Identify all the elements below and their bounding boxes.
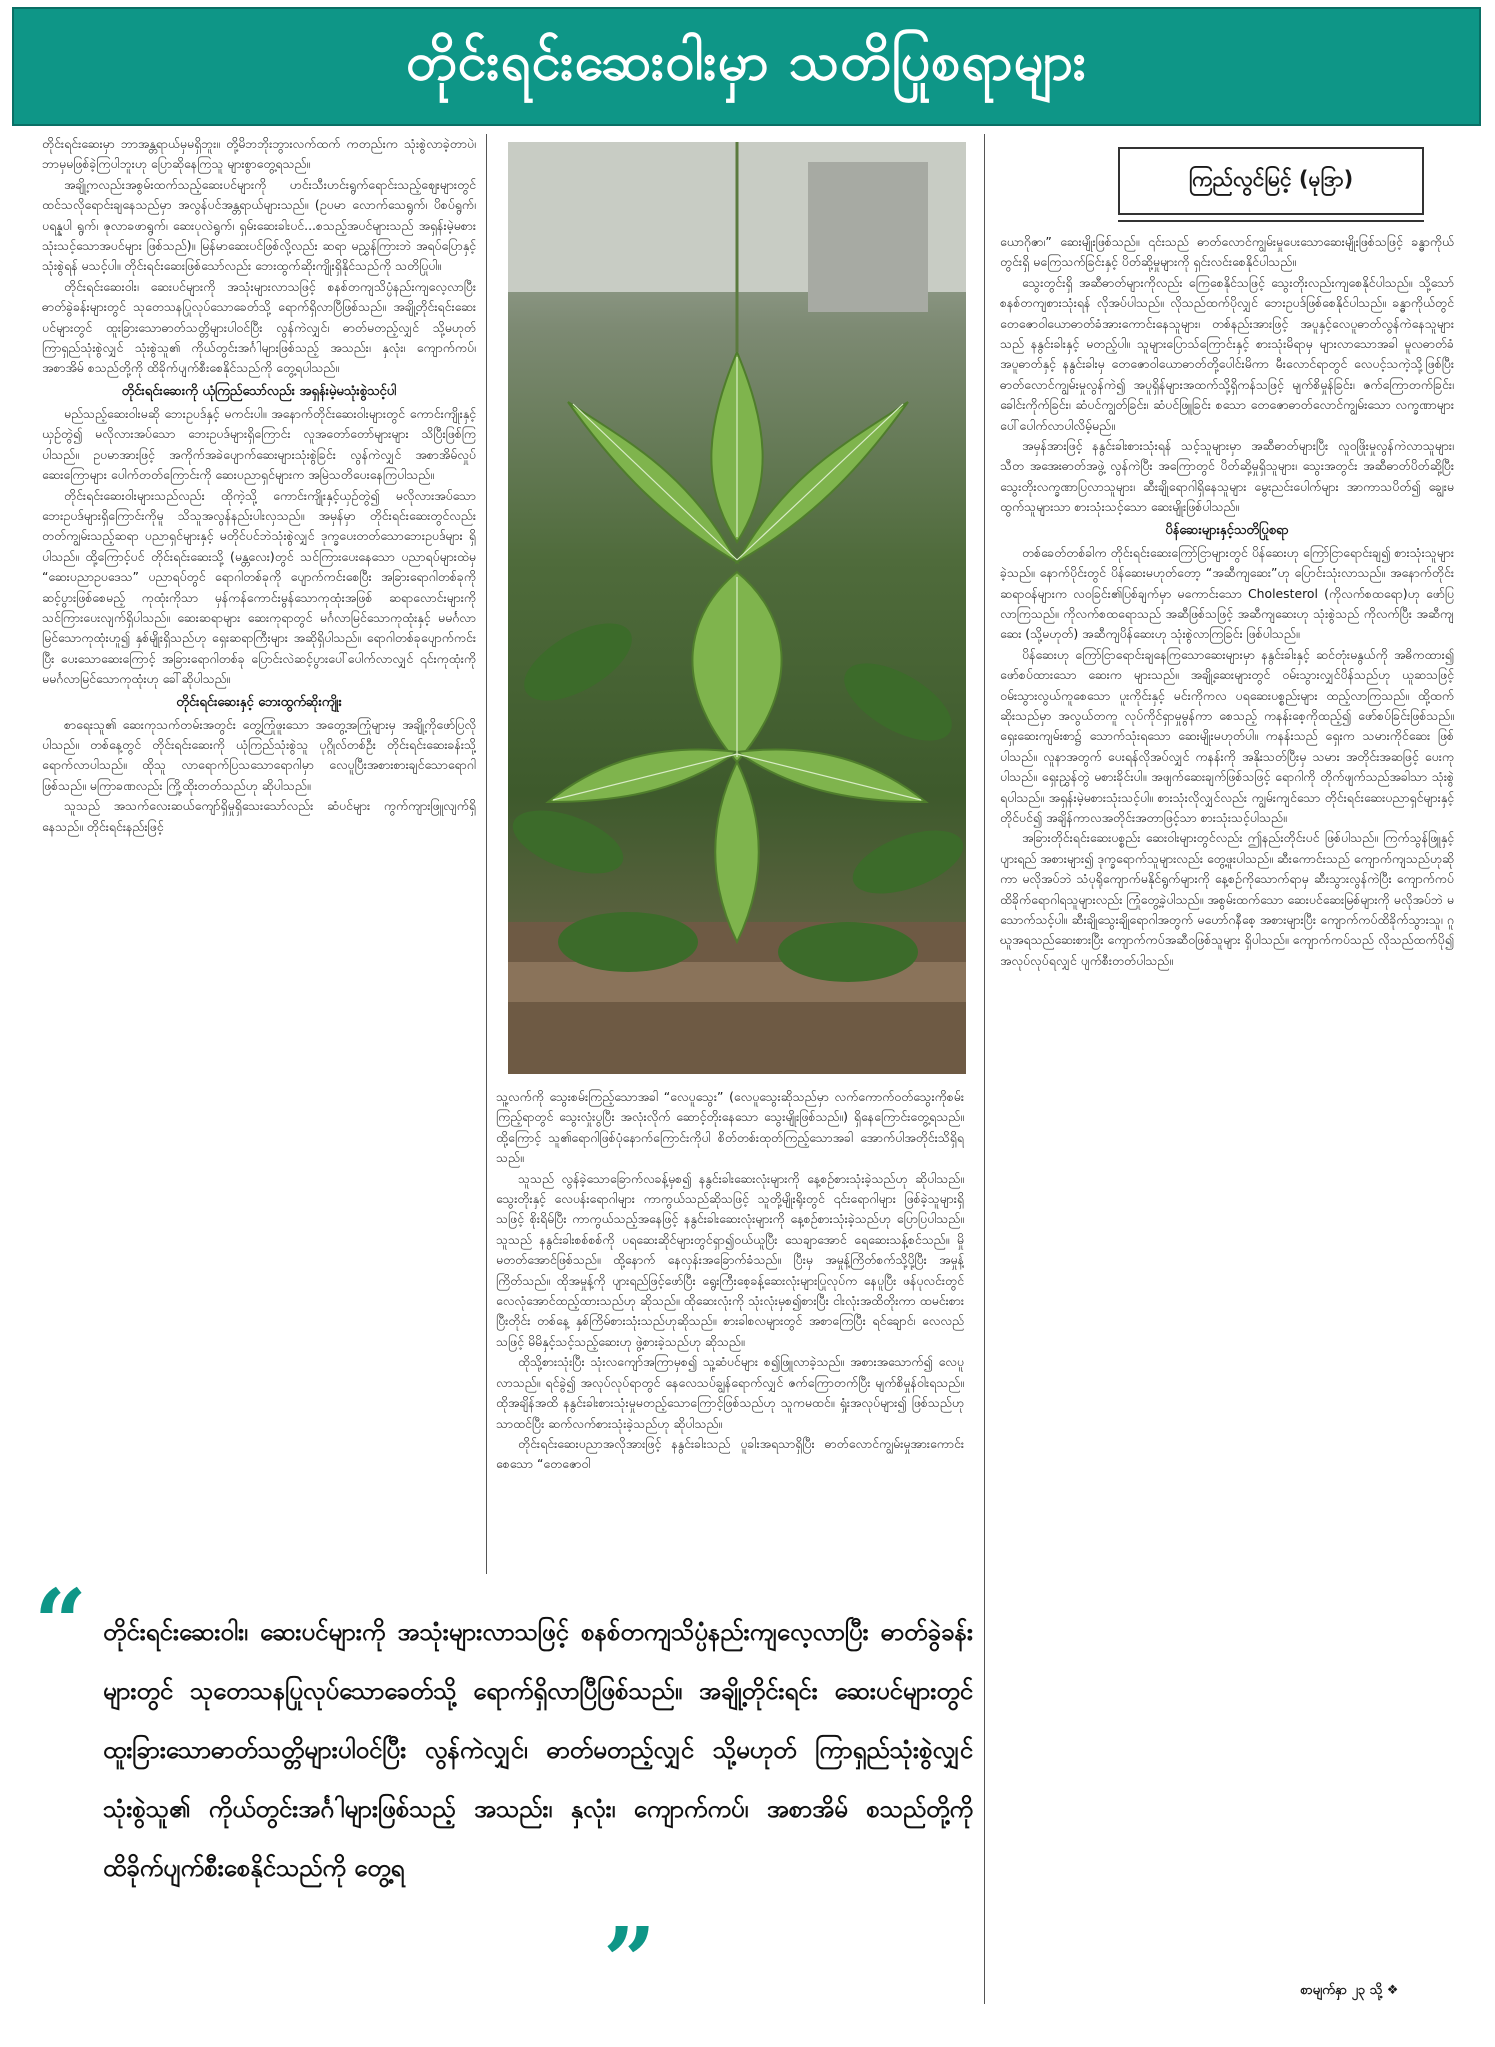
- paragraph: တိုင်းရင်းဆေးမှာ ဘာအန္တရာယ်မှမရှိဘူး။ တို့မိဘဘိုးဘွားလက်ထက် ကတည်းက သုံးစွဲလာခဲ့တာပဲ၊ ဘာမှမဖြစ်ခဲ့ကြပါဘူးဟု ပြောဆိုနေကြသူ များစွာတွေ့ရသည်။: [42, 136, 476, 172]
- paragraph: သူသည် အသက်လေးဆယ်ကျော်ရှိမှုရှိသေးသော်လည်း ဆံပင်များ ကွက်ကျားဖြူလျက်ရှိနေသည်။ တိုင်းရင်းနည်းဖြင့်: [42, 798, 476, 834]
- article-column-1: [42, 134, 476, 1572]
- paragraph: သူ့လက်ကို သွေးစမ်းကြည့်သောအခါ “လေပူသွေး” (လေပူသွေးဆိုသည်မှာ လက်ကောက်ဝတ်သွေးကိုစမ်းကြည့်ရာတွင် သွေးလှုံးပွပြီး အလုံးလိုက် ဆောင့်တိုးနေသော သွေးမျိုးဖြစ်သည်။) ရှိနေကြောင်းတွေ့ရသည်။ ထို့ကြောင့် သူ၏ရောဂါဖြစ်ပုံနောက်ကြောင်းကိုပါ စိတ်တစ်းထုတ်ကြည့်သောအခါ အောက်ပါအတိုင်းသိရှိရသည်။: [496, 1089, 964, 1166]
- paragraph: သူသည် လွန်ခဲ့သောခြောက်လခန့်မှစ၍ နနွင်းခါးဆေးလုံးများကို နေ့စဉ်စားသုံးခဲ့သည်ဟု ဆိုပါသည်။ သွေးတိုးနှင့် လေပန်းရောဂါများ ကာကွယ်သည်ဆိုသဖြင့် သူတို့မျိုးရိုးတွင် ၎င်းရောဂါများ ဖြစ်ခဲ့သူများရှိသဖြင့် စိုးရိမ်ပြီး ကာကွယ်သည့်အနေဖြင့် နနွင်းခါးဆေးလုံးများကို နေ့စဉ်စားသုံးခဲ့သည်ဟု ပြောပြပါသည်။ သူသည် နနွင်းခါးစစ်စစ်ကို ပရဆေးဆိုင်များတွင်ရှာ၍ဝယ်ယူပြီး သေချာအောင် ရေဆေးသန့်စင်သည်။ မှိုမတတ်အောင်ဖြစ်သည်။ ထို့နောက် နေလှန်းအခြောက်ခံသည်။ ပြီးမှ အမှုန့်ကြိတ်စက်သို့ပို့ပြီး အမှုန့်ကြိတ်သည်။ ထိုအမှုန့်ကို ပျားရည်ဖြင့်ဖော်ပြီး ရွေးကြီးစေ့ခန့်ဆေးလုံးများပြုလုပ်က နေပူပြီး ဖန်ပုလင်းတွင် လေလုံအောင်ထည့်ထားသည်ဟု ဆိုသည်။ ထိုဆေးလုံးကို သုံးလုံးမှစ၍စားပြီး ငါးလုံးအထိတိုးကာ ထမင်းစားပြီးတိုင်း တစ်နေ့ နှစ်ကြိမ်စားသုံးသည်ဟုဆိုသည်။ စားခါစလများတွင် အစာကြေပြီး ရင်ချောင်၊ လေလည်သဖြင့် မိမိနှင့်သင့်သည့်ဆေးဟု ဖွဲ့စားခဲ့သည်ဟု ဆိုသည်။: [496, 1170, 964, 1349]
- paragraph: အခြားတိုင်းရင်းဆေးပစ္စည်း ဆေးဝါးများတွင်လည်း ဤနည်းတိုင်းပင် ဖြစ်ပါသည်။ ကြက်သွန်ဖြူနှင့် ပျားရည် အစားများ၍ ဒုက္ခရောက်သူများလည်း တွေ့ဖူးပါသည်။ ဆီးကောင်းသည် ကျောက်ကျသည်ဟုဆိုကာ မလိုအပ်ဘဲ သံပုရိုကျောက်မနိုင်ရွက်များကို နေ့စဉ်ကိုသောက်ရာမှ ဆီးသွားလွန်ကဲပြီး ကျောက်ကပ်ထိခိုက်ရောဂါရသူများလည်း ကြုံတွေ့ခဲ့ပါသည်။ အစွမ်းထက်သော ဆေးပင်ဆေးမြစ်များကို မလိုအပ်ဘဲ မသောက်သင့်ပါ။ ဆီးချိုသွေးချိုရောဂါအတွက် မဟော်ဂနီစေ့ အစားများပြီး ကျောက်ကပ်ထိခိုက်သွားသူ၊ ဂူဃူအရသည်ဆေးစားပြီး ကျောက်ကပ်အဆီဝဖြစ်သူများ ရှိပါသည်။ ကျောက်ကပ်သည် လိုသည်ထက်ပို၍ အလုပ်လုပ်ရလျှင် ပျက်စီးတတ်ပါသည်။: [1000, 830, 1454, 968]
- article-column-2: [496, 1087, 964, 1584]
- continued-on-page: စာမျက်နှာ ၂၃ သို့ ❖: [1300, 1983, 1399, 1998]
- plant-photo: [508, 142, 966, 1074]
- article-column-3: [1000, 232, 1454, 2047]
- open-quote-icon: “: [34, 1569, 87, 1677]
- pull-quote-text: တိုင်းရင်းဆေးဝါး၊ ဆေးပင်များကို အသုံးများလာသဖြင့် စနစ်တကျသိပ္ပံနည်းကျလေ့လာပြီး ဓာတ်ခွဲခန်းများတွင် သုတေသနပြုလုပ်သောခေတ်သို့ ရောက်ရှိလာပြီဖြစ်သည်။ အချို့တိုင်းရင်း ဆေးပင်များတွင် ထူးခြားသောဓာတ်သတ္တိများပါဝင်ပြီး လွန်ကဲလျှင်၊ ဓာတ်မတည့်လျှင် သို့မဟုတ် ကြာရှည်သုံးစွဲလျှင် သုံးစွဲသူ၏ ကိုယ်တွင်းအင်္ဂါများဖြစ်သည့် အသည်း၊ နှလုံး၊ ကျောက်ကပ်၊ အစာအိမ် စသည်တို့ကို ထိခိုက်ပျက်စီးစေနိုင်သည်ကို တွေ့ရ: [103, 1618, 973, 1882]
- plant-illustration: [508, 142, 966, 1074]
- subheading: တိုင်းရင်းဆေးနှင့် ဘေးထွက်ဆိုးကျိုး: [176, 694, 342, 710]
- paragraph: သွေးတွင်းရှိ အဆီဓာတ်များကိုလည်း ကြေစေနိုင်သဖြင့် သွေးတိုးလည်းကျစေနိုင်ပါသည်။ သို့သော် စနစ်တကျစားသုံးရန် လိုအပ်ပါသည်။ လိုသည်ထက်ပိုလျှင် ဘေးဥပဒ်ဖြစ်စေနိုင်ပါသည်။ ခန္ဓာကိုယ်တွင် တေဇောဝါယောဓာတ်ခံအားကောင်းနေသူများ၊ တစ်နည်းအားဖြင့် အပူနှင့်လေပူဓာတ်လွန်ကဲနေသူများသည် နနွင်းခါးနှင့် မတည့်ပါ။ သူများပြောသ်ကြောင်းနှင့် စားသုံးမိရာမှ များလာသောအခါ မူလဓာတ်ခံ အပူဓာတ်နှင့် နနွင်းခါးမှ တေဇောဝါယောဓာတ်တို့ပေါင်းမိကာ မီးလောင်ရာတွင် လေပင့်သကဲ့သို့ဖြစ်ပြီး ဓာတ်လောင်ကျွမ်းမှုလွန်ကဲ၍ အပူရှိန်များအထက်သို့ရှိကန်သဖြင့် မျက်စိမှုန်ခြင်း၊ ဇက်ကြောတက်ခြင်း၊ ခေါင်းကိုက်ခြင်း၊ ဆံပင်ကျွတ်ခြင်း၊ ဆံပင်ဖြူခြင်း စသော တေဇောဓာတ်လောင်ကျွမ်းသော လက္ခဏာများ ပေါ်ပေါက်လာပါလိမ့်မည်။: [1000, 274, 1454, 433]
- headline: တိုင်းရင်းဆေးဝါးမှာ သတိပြုစရာများ: [405, 31, 1088, 92]
- column-divider: [486, 134, 487, 1574]
- author-name: ကြည်လွင်မြင့် (မုဒြာ): [1188, 166, 1354, 191]
- paragraph: အမှန်အားဖြင့် နနွင်းခါးစားသုံးရန် သင့်သူများမှာ အဆီဓာတ်များပြီး လူဝဖြိုးမှုလွန်ကဲလာသူများ၊ သီတ အအေးဓာတ်အဖွဲ့ လွန်ကဲပြီး အကြောတွင် ပိတ်ဆို့မှုရှိသူများ၊ သွေးအတွင်း အဆီဓာတ်ပိတ်ဆို့ပြီး သွေးတိုးလက္ခဏာပြလာသူများ၊ ဆီးချိုရောဂါရှိနေသူများ မွေးညင်းပေါက်များ အာကာသပိတ်၍ ချွေးမထွက်သူများသာ စားသုံးသင့်သော ဆေးမျိုးဖြစ်ပါသည်။: [1000, 438, 1454, 515]
- paragraph: ထိုသို့စားသုံးပြီး သုံးလကျော်အကြာမှစ၍ သူ့ဆံပင်များ စ၍ဖြူလာခဲ့သည်။ အစားအသောက်၍ လေပူလာသည်။ ရင်ခွဲ၍ အလုပ်လုပ်ရာတွင် နေလေသပ်ချွန်ရောက်လျှင် ဇက်ကြောတက်ပြီး မျက်စိမှုန်ဝါးရသည်။ ထိုအချိန်အထိ နနွင်းခါးစားသုံးမှုမတည့်သောကြောင့်ဖြစ်သည်ဟု သူကမထင်။ ရှုံးအလုပ်များ၍ ဖြစ်သည်ဟုသာထင်ပြီး ဆက်လက်စားသုံးခဲ့သည်ဟု ဆိုပါသည်။: [496, 1354, 964, 1431]
- paragraph: တိုင်းရင်းဆေးဝါး၊ ဆေးပင်များကို အသုံးများလာသဖြင့် စနစ်တကျသိပ္ပံနည်းကျလေ့လာပြီး ဓာတ်ခွဲခန်းများတွင် သုတေသနပြုလုပ်သောခေတ်သို့ ရောက်ရှိလာပြီဖြစ်သည်။ အချို့တိုင်းရင်းဆေးပင်များတွင် ထူးခြားသောဓာတ်သတ္တိများပါဝင်ပြီး လွန်ကဲလျှင်၊ ဓာတ်မတည့်လျှင် သို့မဟုတ် ကြာရှည်သုံးစွဲလျှင် သုံးစွဲသူ၏ ကိုယ်တွင်းအင်္ဂါများဖြစ်သည့် အသည်း၊ နှလုံး၊ ကျောက်ကပ်၊ အစာအိမ် စသည်တို့ကို ထိခိုက်ပျက်စီးစေနိုင်သည်ကို တွေ့ရပါသည်။: [42, 278, 476, 376]
- byline-box: [1118, 147, 1424, 215]
- paragraph: ပိန်ဆေးဟု ကြော်ငြာရောင်းချနေကြသောဆေးများမှာ နနွင်းခါးနှင့် ဆင်တုံးမနွယ်ကို အဓိကထား၍ ဖော်စပ်ထားသော ဆေးက များသည်။ အချို့ဆေးများတွင် ဝမ်းသွားလျှင်ပိန်သည်ဟု ယူဆသဖြင့် ဝမ်းသွားလွယ်ကူစေသော ပူးကိုင်းနှင့် မင်းကိုကလ ပရဆေးပစ္စည်းများ ထည့်လာကြသည်။ ထို့ထက်ဆိုးသည်မှာ အလွယ်တကူ လုပ်ကိုင်ရှာမှုမွန်ကာ စေသည့် ကနန်းစေ့ကိုထည့်၍ ဖော်စပ်ခြင်းဖြစ်သည်။ ရှေးဆေးကျမ်းစာ၌ သောက်သုံးရသော ဆေးမျိုးမဟုတ်ပါ။ ကနန်းသည် ရှေးက သမားကိုင်ဆေး ဖြစ်ပါသည်။ လူနာအတွက် ပေးရန်လိုအပ်လျှင် ကနန်းကို အနိုးသတ်ပြီးမှ သမား အတိုင်းအဆဖြင့် ပေးကုပါသည်။ ရှေးညွှန်တွဲ မစားခိုင်းပါ။ အဖျက်ဆေးချက်ဖြစ်သဖြင့် ရောဂါကို တိုက်ဖျက်သည်အခါသာ သုံးစွဲရပါသည်။ အရှန်းမဲ့မစားသုံးသင့်ပါ။ စားသုံးလိုလျှင်လည်း ကျွမ်းကျင်သော တိုင်းရင်းဆေးပညာရှင်များနှင့်တိုင်ပင်၍ အချိန်ကာလအတိုင်းအတာဖြင့်သာ စားသုံးသင့်ပါသည်။: [1000, 646, 1454, 825]
- pull-quote: [28, 1569, 986, 2015]
- paragraph: စာရေးသူ၏ ဆေးကုသက်တမ်းအတွင်း တွေ့ကြုံဖူးသော အတွေ့အကြုံများမှ အချို့ကိုဖော်ပြလိုပါသည်။ တစ်နေ့တွင် တိုင်းရင်းဆေးကို ယုံကြည်သုံးစွဲသူ ပုဂ္ဂိုလ်တစ်ဦး တိုင်းရင်းဆေးခန်းသို့ ရောက်လာပါသည်။ ထိုသူ လာရောက်ပြသသောရောဂါမှာ လေပူပြီးအစားစားချင်သောရောဂါဖြစ်သည်။ မကြာခဏလည်း ကြို့ထိုးတတ်သည်ဟု ဆိုပါသည်။: [42, 716, 476, 793]
- paragraph: တိုင်းရင်းဆေးပညာအလိုအားဖြင့် နနွင်းခါးသည် ပူခါးအရသာရှိပြီး ဓာတ်လောင်ကျွမ်းမှုအားကောင်းစေသော “တေဇောဝါ: [496, 1435, 964, 1472]
- close-quote-icon: ”: [603, 1907, 656, 2015]
- paragraph: အချို့ကလည်းအစွမ်းထက်သည့်ဆေးပင်များကို ဟင်းသီးဟင်းရွက်ရောင်းသည့်ဈေးများတွင် ထင်သလိုရောင်းချနေသည်မှာ အလွန်ပင်အန္တရာယ်များသည်။ (ဥပမာ လောက်သေရွက်၊ ပိစပ်ရွက်၊ ပရန္နပါ ရွက်၊ ဇုလာခဖာရွက်၊ ဆေးပုလဲရွက်၊ ရှမ်းဆေးခါးပင်...စသည့်အပင်များသည် အရှန်းမဲ့မစားသုံးသင့်သောအပင်များ ဖြစ်သည်)။ မြန်မာဆေးပင်ဖြစ်လို့လည်း ဆရာ မညွှန်ကြားဘဲ အရပ်ပြောနှင့် သုံးစွဲရန် မသင့်ပါ။ တိုင်းရင်းဆေးဖြစ်သော်လည်း ဘေးထွက်ဆိုးကျိုးရှိနိုင်သည်ကို သတိပြုပါ။: [42, 176, 476, 274]
- subheading: တိုင်းရင်းဆေးကို ယုံကြည်သော်လည်း အရှန်းမဲ့မသုံးစွဲသင့်ပါ: [121, 383, 397, 399]
- headline-banner: [12, 7, 1481, 126]
- subheading: ပိန်ဆေးများနှင့်သတိပြုစရာ: [1165, 522, 1289, 538]
- paragraph: မည်သည့်ဆေးဝါးမဆို ဘေးဥပဒ်နှင့် မကင်းပါ။ အနောက်တိုင်းဆေးဝါးများတွင် ကောင်းကျိုးနှင့်ယှဉ်တွဲ၍ မလိုလားအပ်သော ဘေးဥပဒ်များရှိကြောင်း လူအတော်တော်များများ သိပြီးဖြစ်ကြပါသည်။ ဥပမာအားဖြင့် အကိုက်အခဲပျောက်ဆေးများသုံးစွဲခြင်း လွန်ကဲလျှင် အစာအိမ်လှုပ်ဆေးကြောများ ပေါက်တတ်ကြောင်းကို ဆေးပညာရှင်များက အမြဲသတိပေးနေကြပါသည်။: [42, 405, 476, 483]
- paragraph: ယောဂိုဇာ၊” ဆေးမျိုးဖြစ်သည်။ ၎င်းသည် ဓာတ်လောင်ကျွမ်းမှုပေးသောဆေးမျိုးဖြစ်သဖြင့် ခန္ဓာကိုယ်တွင်းရှိ မကြေသက်ခြင်းနှင့် ပိတ်ဆို့မှုများကို ရှင်းလင်းစေနိုင်ပါသည်။: [1000, 234, 1454, 270]
- paragraph: တိုင်းရင်းဆေးဝါးများသည်လည်း ထိုကဲ့သို့ ကောင်းကျိုးနှင့်ယှဉ်တွဲ၍ မလိုလားအပ်သောဘေးဥပဒ်များရှိကြောင်းကိုမူ သိသူအလွန်နည်းပါးလှသည်။ အမှန်မှာ တိုင်းရင်းဆေးတွင်လည်း တတ်ကျွမ်းသည့်ဆရာ ပညာရှင်များနှင့် မတိုင်ပင်ဘဲသုံးစွဲလျှင် ဒုက္ခပေးတတ်သောဘေးဥပဒ်များ ရှိပါသည်။ ထို့ကြောင့်ပင် တိုင်းရင်းဆေးသို့ (မန္တလေး)တွင် သင်ကြားပေးနေသော ပညာရပ်များထဲမှ “ဆေးပညာဥပဒေသ” ပညာရပ်တွင် ရောဂါတစ်ခုကို ပျောက်ကင်းစေပြီး အခြားရောဂါတစ်ခုကို ဆင့်ပွားဖြစ်စေမည့် ကုထုံးကိုသာ မှန်ကန်ကောင်းမွန်သောကုထုံးအဖြစ် ဆရာလောင်းများကို သင်ကြားပေးလျက်ရှိပါသည်။ ဆေးဆရာများ ဆေးကုရာတွင် မင်္ဂလာမြင်သောကုထုံးနှင့် မမင်္ဂလာမြင်သောကုထုံးဟူ၍ နှစ်မျိုးရှိသည်ဟု ရှေးဆရာကြီးများ အဆိုရှိပါသည်။ ရောဂါတစ်ခုပျောက်ကင်းပြီး ပေးသောဆေးကြောင့် အခြားရောဂါတစ်ခု ပြောင်းလဲဆင့်ပွားပေါ်ပေါက်လာလျှင် ၎င်းကုထုံးကို မမင်္ဂလာမြင်သောကုထုံးဟု ခေါ်ဆိုပါသည်။: [42, 487, 476, 687]
- paragraph: တစ်ခေတ်တစ်ခါက တိုင်းရင်းဆေးကြော်ငြာများတွင် ပိန်ဆေးဟု ကြော်ငြာရောင်းချ၍ စားသုံးသူများခဲ့သည်။ နောက်ပိုင်းတွင် ပိန်ဆေးမဟုတ်တော့ “အဆီကျဆေး”ဟု ပြောင်းသုံးလာသည်။ အနောက်တိုင်း ဆရာဝန်များက လဝခြင်း၏ပြစ်ချက်မှာ မကောင်းသော Cholesterol (ကိုလက်စထရော)ဟု ဖော်ပြလာကြသည်။ ကိုလက်စထရောသည် အဆီဖြစ်သဖြင့် အဆီကျဆေးဟု သုံးစွဲသည် ကိုလက်ပြီး အဆီကျဆေး (သို့မဟုတ်) အဆီကျပိန်ဆေးဟု သုံးစွဲလာကြခြင်း ဖြစ်ပါသည်။: [1000, 544, 1454, 642]
- byline-underline: [1118, 220, 1424, 222]
